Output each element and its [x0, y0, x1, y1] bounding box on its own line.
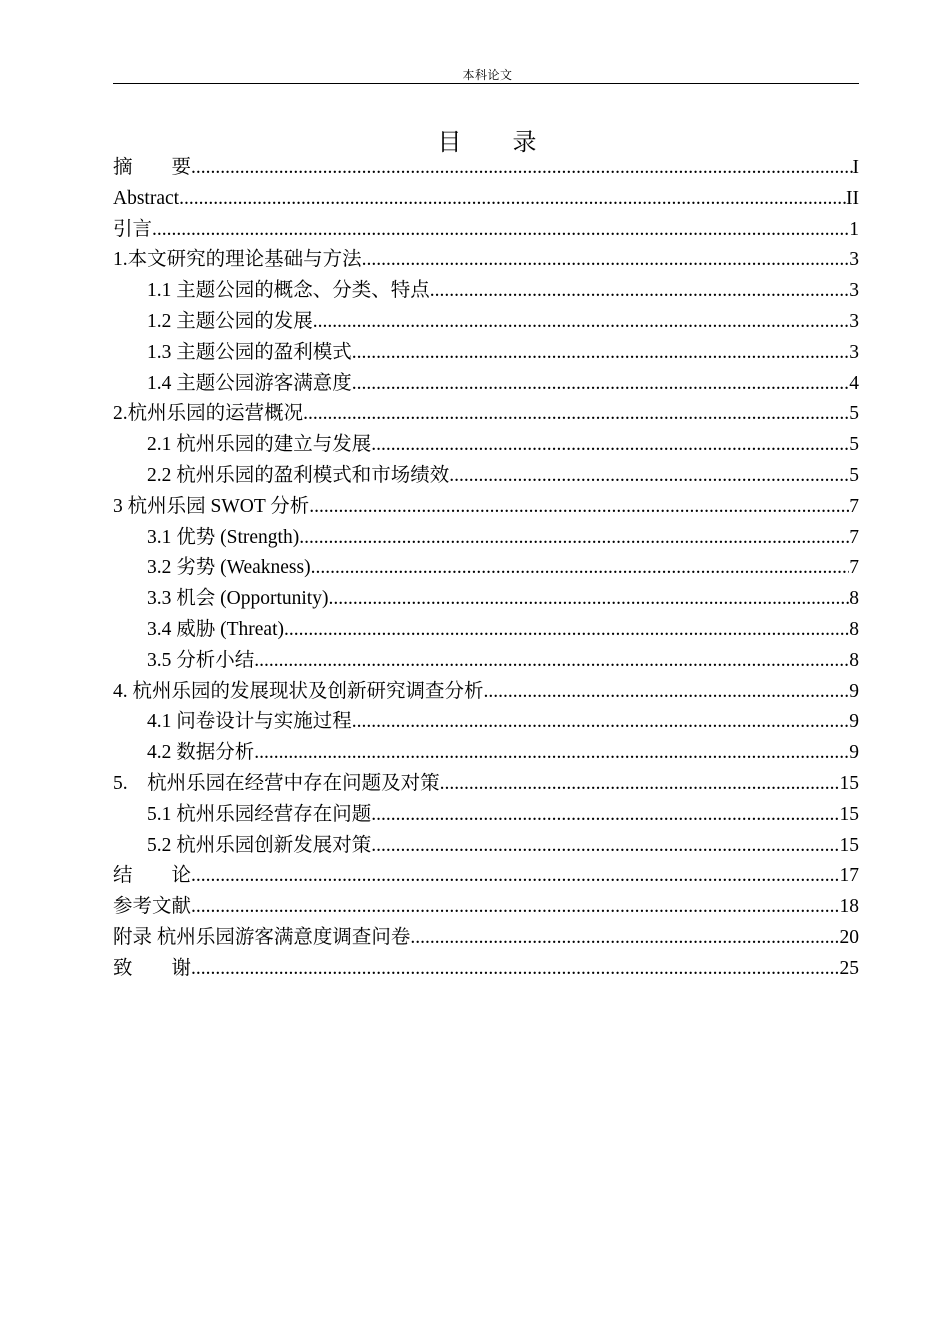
toc-entry[interactable] — [113, 553, 859, 584]
running-header: 本科论文 — [462, 68, 513, 82]
toc-entry-page-number: 8 — [849, 649, 859, 671]
toc-entry-page-number: 8 — [849, 618, 859, 640]
toc-entry[interactable] — [113, 800, 859, 831]
toc-leader-dots — [328, 584, 849, 615]
toc-entry-page-number: 3 — [849, 280, 859, 302]
toc-entry[interactable] — [113, 861, 859, 892]
toc-entry-label: 4.2 数据分析 — [147, 742, 255, 764]
toc-leader-dots — [352, 369, 849, 400]
toc-entry[interactable] — [113, 338, 859, 369]
toc-leader-dots — [410, 923, 839, 954]
toc-entry[interactable] — [113, 492, 859, 523]
table-of-contents — [113, 153, 859, 985]
toc-entry[interactable] — [113, 215, 859, 246]
toc-entry[interactable] — [113, 307, 859, 338]
toc-entry[interactable] — [113, 892, 859, 923]
toc-entry-label: 1.2 主题公园的发展 — [147, 310, 313, 332]
toc-entry-label: 2.杭州乐园的运营概况 — [113, 403, 304, 425]
toc-entry-label: 1.3 主题公园的盈利模式 — [147, 341, 352, 363]
toc-entry[interactable] — [113, 738, 859, 769]
toc-entry[interactable] — [113, 769, 859, 800]
header-rule — [113, 83, 859, 84]
toc-entry-page-number: II — [846, 187, 859, 209]
toc-entry-label: 致 谢 — [113, 957, 192, 979]
toc-entry-label: 3.2 劣势 (Weakness) — [147, 557, 311, 579]
toc-entry-label: 3.1 优势 (Strength) — [147, 526, 300, 548]
toc-leader-dots — [311, 553, 850, 584]
toc-leader-dots — [191, 153, 852, 184]
toc-entry-page-number: 17 — [839, 865, 859, 887]
toc-entry[interactable] — [113, 276, 859, 307]
toc-entry-label: 4.1 问卷设计与实施过程 — [147, 711, 352, 733]
toc-entry-page-number: 18 — [839, 896, 859, 918]
toc-entry-page-number: 9 — [849, 680, 859, 702]
toc-entry[interactable] — [113, 923, 859, 954]
toc-entry-label: 1.本文研究的理论基础与方法 — [113, 249, 362, 271]
toc-entry[interactable] — [113, 399, 859, 430]
page-title: 目 录 — [437, 128, 538, 156]
toc-entry-page-number: 3 — [849, 310, 859, 332]
toc-leader-dots — [440, 769, 840, 800]
toc-leader-dots — [299, 523, 849, 554]
toc-entry-page-number: 7 — [849, 526, 859, 548]
toc-entry-page-number: 15 — [839, 803, 859, 825]
toc-entry-label: 附录 杭州乐园游客满意度调查问卷 — [113, 926, 411, 948]
toc-entry[interactable] — [113, 707, 859, 738]
toc-entry[interactable] — [113, 153, 859, 184]
toc-entry-page-number: 7 — [849, 495, 859, 517]
toc-leader-dots — [303, 399, 849, 430]
toc-entry-label: 3.4 威胁 (Threat) — [147, 618, 284, 640]
toc-leader-dots — [484, 677, 850, 708]
toc-leader-dots — [371, 430, 849, 461]
toc-entry[interactable] — [113, 461, 859, 492]
toc-entry-page-number: 5 — [849, 464, 859, 486]
toc-entry-page-number: 4 — [849, 372, 859, 394]
toc-entry-page-number: 25 — [839, 957, 859, 979]
toc-leader-dots — [313, 307, 849, 338]
toc-entry[interactable] — [113, 184, 859, 215]
toc-leader-dots — [362, 245, 850, 276]
toc-entry-page-number: I — [852, 157, 859, 178]
toc-entry[interactable] — [113, 615, 859, 646]
toc-entry-label: 引言 — [113, 218, 153, 240]
toc-leader-dots — [191, 954, 839, 985]
toc-entry-page-number: 9 — [849, 711, 859, 733]
toc-entry[interactable] — [113, 369, 859, 400]
toc-leader-dots — [371, 831, 839, 862]
toc-entry-page-number: 8 — [849, 588, 859, 610]
toc-entry-label: 3.5 分析小结 — [147, 649, 255, 671]
toc-entry[interactable] — [113, 430, 859, 461]
toc-entry-page-number: 9 — [849, 742, 859, 764]
toc-entry[interactable] — [113, 831, 859, 862]
toc-leader-dots — [191, 861, 839, 892]
toc-entry-label: 5.2 杭州乐园创新发展对策 — [147, 834, 372, 856]
toc-entry-label: 5. 杭州乐园在经营中存在问题及对策 — [113, 772, 440, 794]
toc-entry-page-number: 20 — [839, 926, 859, 948]
toc-entry-label: 2.2 杭州乐园的盈利模式和市场绩效 — [147, 464, 450, 486]
toc-entry-page-number: 7 — [849, 557, 859, 579]
toc-leader-dots — [284, 615, 849, 646]
toc-entry-page-number: 3 — [849, 341, 859, 363]
toc-leader-dots — [152, 215, 849, 246]
toc-entry[interactable] — [113, 584, 859, 615]
toc-entry-page-number: 15 — [839, 834, 859, 856]
toc-entry-label: 2.1 杭州乐园的建立与发展 — [147, 434, 372, 456]
toc-leader-dots — [352, 707, 849, 738]
toc-entry-page-number: 15 — [839, 772, 859, 794]
toc-entry-label: Abstract — [113, 187, 180, 209]
toc-entry[interactable] — [113, 245, 859, 276]
toc-leader-dots — [449, 461, 849, 492]
toc-leader-dots — [352, 338, 849, 369]
toc-entry-label: 4. 杭州乐园的发展现状及创新研究调查分析 — [113, 680, 484, 702]
toc-leader-dots — [309, 492, 849, 523]
toc-entry[interactable] — [113, 677, 859, 708]
toc-entry-label: 摘 要 — [113, 157, 192, 178]
toc-entry[interactable] — [113, 646, 859, 677]
toc-leader-dots — [254, 738, 849, 769]
toc-leader-dots — [179, 184, 846, 215]
toc-leader-dots — [191, 892, 839, 923]
toc-entry-label: 1.1 主题公园的概念、分类、特点 — [147, 280, 430, 302]
toc-entry-label: 结 论 — [113, 865, 192, 887]
toc-entry-label: 5.1 杭州乐园经营存在问题 — [147, 803, 372, 825]
toc-entry-page-number: 5 — [849, 403, 859, 425]
toc-entry-page-number: 3 — [849, 249, 859, 271]
toc-entry[interactable] — [113, 954, 859, 985]
toc-leader-dots — [430, 276, 849, 307]
toc-entry[interactable] — [113, 523, 859, 554]
toc-entry-page-number: 1 — [849, 218, 859, 240]
toc-entry-label: 1.4 主题公园游客满意度 — [147, 372, 352, 394]
toc-leader-dots — [254, 646, 849, 677]
toc-entry-label: 3 杭州乐园 SWOT 分析 — [113, 495, 310, 517]
toc-entry-label: 3.3 机会 (Opportunity) — [147, 588, 329, 610]
toc-entry-page-number: 5 — [849, 434, 859, 456]
toc-entry-label: 参考文献 — [113, 896, 192, 918]
toc-leader-dots — [371, 800, 839, 831]
